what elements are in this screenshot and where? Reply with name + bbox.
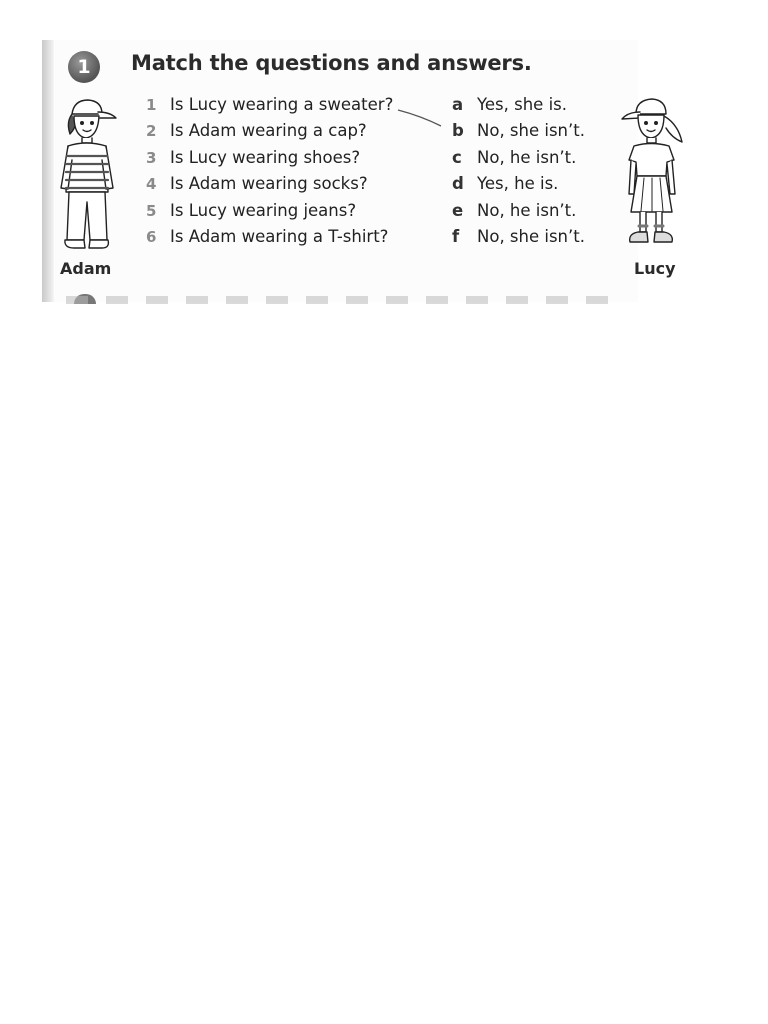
exercise-title: Match the questions and answers. (131, 51, 532, 75)
answer-item (452, 121, 585, 140)
adam-illustration (52, 96, 122, 254)
worksheet-scan (42, 40, 638, 302)
question-item (146, 201, 356, 220)
answer-text: No, he isn’t. (477, 201, 577, 220)
question-item (146, 174, 368, 193)
next-exercise-cropped-text (66, 296, 626, 304)
question-item (146, 121, 367, 140)
answer-text: Yes, she is. (477, 95, 568, 114)
question-number: 5 (146, 202, 157, 220)
answer-letter: c (452, 148, 462, 167)
character-name-lucy: Lucy (634, 259, 676, 278)
answer-letter: b (452, 121, 464, 140)
question-text: Is Lucy wearing a sweater? (170, 95, 394, 114)
question-item (146, 148, 360, 167)
answer-text: No, she isn’t. (477, 121, 585, 140)
answer-text: No, he isn’t. (477, 148, 577, 167)
question-text: Is Adam wearing a cap? (170, 121, 367, 140)
answer-letter: f (452, 227, 460, 246)
answer-item (452, 174, 558, 193)
question-text: Is Lucy wearing shoes? (170, 148, 361, 167)
answer-item (452, 148, 576, 167)
question-number: 6 (146, 228, 157, 246)
question-number: 3 (146, 149, 157, 167)
answer-item (452, 95, 567, 114)
answer-item (452, 227, 585, 246)
lucy-illustration (618, 94, 686, 252)
answer-text: Yes, he is. (477, 174, 559, 193)
answer-letter: d (452, 174, 464, 193)
exercise-number-badge: 1 (68, 51, 100, 83)
answer-letter: e (452, 201, 464, 220)
question-number: 2 (146, 122, 157, 140)
question-number: 4 (146, 175, 157, 193)
question-text: Is Lucy wearing jeans? (170, 201, 357, 220)
example-match-line (395, 106, 445, 130)
question-text: Is Adam wearing socks? (170, 174, 368, 193)
answer-item (452, 201, 576, 220)
answer-letter: a (452, 95, 464, 114)
question-number: 1 (146, 96, 157, 114)
question-text: Is Adam wearing a T-shirt? (170, 227, 389, 246)
question-item (146, 95, 393, 114)
answer-text: No, she isn’t. (477, 227, 585, 246)
question-item (146, 227, 388, 246)
character-name-adam: Adam (60, 259, 112, 278)
